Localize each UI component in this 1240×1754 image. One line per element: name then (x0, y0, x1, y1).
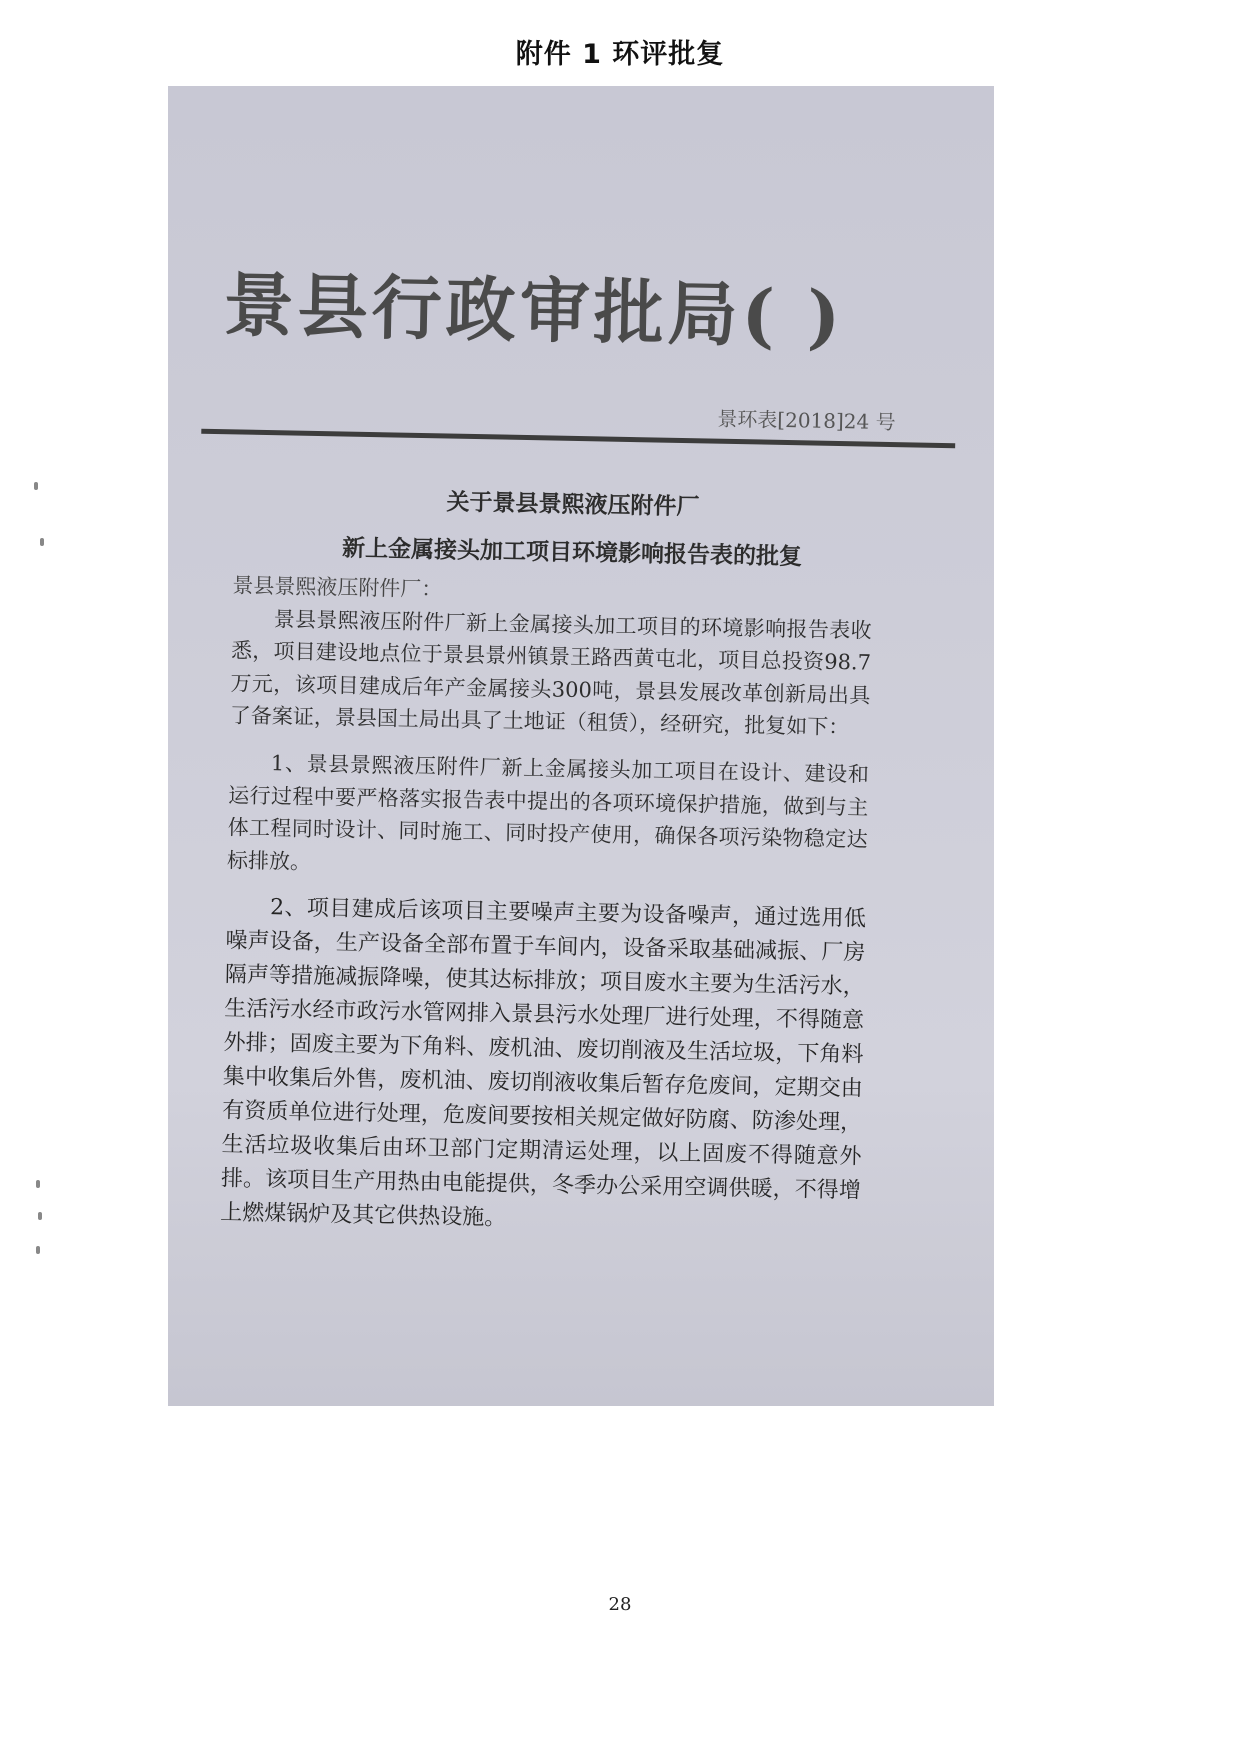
scan-mark (36, 1246, 40, 1254)
document-title-line1: 关于景县景熙液压附件厂 (446, 488, 700, 521)
document-number: 景环表[2018]24 号 (717, 406, 896, 435)
page-header: 附件 1 环评批复 (515, 39, 725, 70)
document-title-line2: 新上金属接头加工项目环境影响报告表的批复 (341, 534, 803, 571)
scan-mark (34, 482, 38, 490)
scanned-document-image (168, 86, 994, 1406)
issuer-header: 景县行政审批局( ) (222, 263, 846, 359)
document-body (220, 569, 873, 1243)
scan-mark (36, 1180, 40, 1188)
scan-mark (38, 1212, 42, 1220)
page-number: 28 (608, 1594, 632, 1615)
approval-point-1: 1、景县景熙液压附件厂新上金属接头加工项目在设计、建设和运行过程中要严格落实报告表中提出的各项环境保护措施，做到与主体工程同时设计、同时施工、同时投产使用，确保各项污染物稳定达标排放。 (226, 751, 870, 874)
salutation: 景县景熙液压附件厂： (232, 573, 443, 602)
approval-point-2: 2、项目建成后该项目主要噪声主要为设备噪声，通过选用低噪声设备，生产设备全部布置于车间内，设备采取基础减振、厂房隔声等措施减振降噪，使其达标排放；项目废水主要为生活污水，生活污水经市政污水管网排入景县污水处理厂进行处理，不得随意外排；固废主要为下角料、废机油、废切削液及生活垃圾，下角料集中收集后外售，废机油、废切削液收集后暂存危废间，定期交由有资质单位进行处理，危废间要按相关规定做好防腐、防渗处理，生活垃圾收集后由环卫部门定期清运处理，以上固废不得随意外排。该项目生产用热由电能提供，冬季办公采用空调供暖，不得增上燃煤锅炉及其它供热设施。 (220, 895, 867, 1232)
paragraph-intro: 景县景熙液压附件厂新上金属接头加工项目的环境影响报告表收悉，项目建设地点位于景县景州镇景王路西黄屯北，项目总投资98.7万元，该项目建成后年产金属接头300吨，景县发展改革创新局出具了备案证，景县国土局出具了土地证（租赁），经研究，批复如下： (229, 606, 872, 740)
approval-document (168, 86, 994, 1406)
scan-mark (40, 538, 44, 546)
